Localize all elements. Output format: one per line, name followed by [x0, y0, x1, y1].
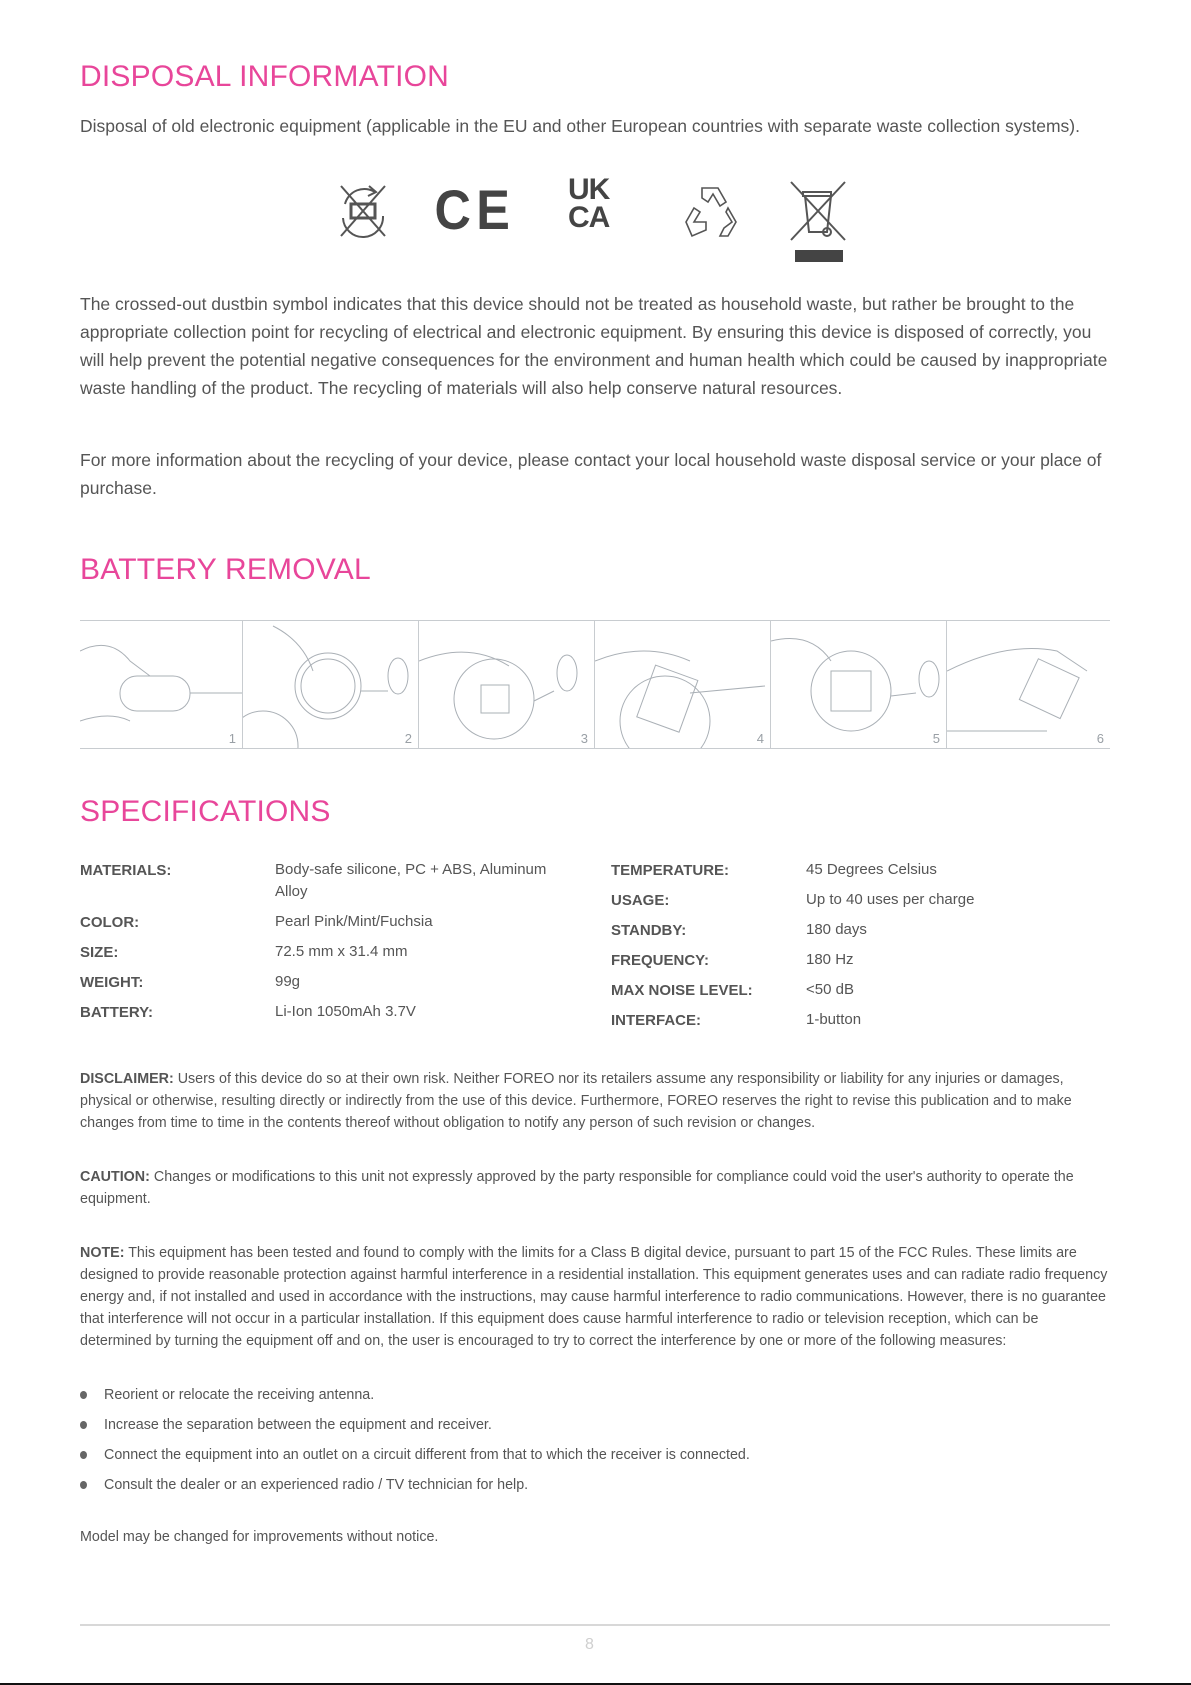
- spec-label: INTERFACE:: [611, 1012, 701, 1029]
- ukca-bottom-text: CA: [568, 201, 610, 234]
- bullet-icon: [80, 1421, 87, 1429]
- step-illustration-icon: [771, 621, 947, 748]
- step-illustration-icon: [243, 621, 419, 748]
- spec-label: STANDBY:: [611, 922, 687, 939]
- spec-value: Up to 40 uses per charge: [806, 891, 975, 908]
- battery-step-1: [80, 621, 243, 748]
- disposal-paragraph-2: For more information about the recycling of your device, please contact your local household waste disposal service or your place of purchase.: [80, 450, 1102, 498]
- compliance-icons: [335, 173, 855, 280]
- spec-label: TEMPERATURE:: [611, 862, 730, 879]
- recycle-icon: [680, 182, 740, 242]
- ce-mark-icon: CE: [434, 178, 516, 241]
- spec-label: FREQUENCY:: [611, 952, 710, 969]
- spec-value: Pearl Pink/Mint/Fuchsia: [275, 913, 433, 930]
- note-paragraph: [80, 1242, 1112, 1352]
- model-change-notice: Model may be changed for improvements without notice.: [80, 1529, 439, 1545]
- ukca-mark-icon: [568, 173, 610, 234]
- battery-step-5: [771, 621, 947, 748]
- step-number: 3: [580, 731, 588, 746]
- bullet-icon: [80, 1481, 87, 1489]
- interference-measures-list: [80, 1380, 750, 1500]
- spec-label: USAGE:: [611, 892, 670, 909]
- note-label: NOTE:: [80, 1245, 125, 1261]
- note-text: This equipment has been tested and found to comply with the limits for a Class B digital device, pursuant to part 15 of the FCC Rules. These limits are designed to provide reasonable protection against harmful interference in a residential installation. This equipment generates uses and can radiate radio frequency energy and, if not installed and used in accordance with the instructions, may cause harmful interference to radio communications. However, there is no guarantee that interference will not occur in a particular installation. If this equipment does cause harmful interference to radio or television reception, which can be determined by turning the equipment off and on, the user is encouraged to try to correct the interference by one or more of the following measures:: [80, 1245, 1108, 1349]
- list-item: [80, 1410, 750, 1440]
- bullet-icon: [80, 1451, 87, 1459]
- spec-value: 45 Degrees Celsius: [806, 861, 937, 878]
- battery-step-4: [595, 621, 771, 748]
- spec-label: WEIGHT:: [80, 974, 144, 991]
- caution-label: CAUTION:: [80, 1169, 150, 1185]
- list-item-text: Reorient or relocate the receiving antenna.: [104, 1387, 375, 1403]
- spec-value: Li-Ion 1050mAh 3.7V: [275, 1003, 416, 1020]
- caution-paragraph: [80, 1166, 1112, 1210]
- specifications-title: SPECIFICATIONS: [80, 795, 331, 828]
- spec-label: MATERIALS:: [80, 862, 172, 879]
- disposal-intro: Disposal of old electronic equipment (applicable in the EU and other European countries with separate waste collection systems).: [80, 116, 1080, 136]
- step-illustration-icon: [80, 621, 243, 748]
- step-illustration-icon: [419, 621, 595, 748]
- page-number: 8: [585, 1636, 594, 1653]
- step-number: 6: [1096, 731, 1104, 746]
- step-number: 2: [404, 731, 412, 746]
- disclaimer-label: DISCLAIMER:: [80, 1071, 174, 1087]
- disclaimer-paragraph: [80, 1068, 1112, 1134]
- spec-value: 99g: [275, 973, 301, 990]
- battery-step-2: [243, 621, 419, 748]
- spec-label: COLOR:: [80, 914, 140, 931]
- step-number: 5: [932, 731, 940, 746]
- battery-removal-steps: [80, 620, 1110, 749]
- ukca-top-text: UK: [568, 173, 610, 206]
- step-illustration-icon: [595, 621, 771, 748]
- spec-value: 180 days: [806, 921, 867, 938]
- bullet-icon: [80, 1391, 87, 1399]
- disclaimer-text: Users of this device do so at their own risk. Neither FOREO nor its retailers assume any responsibility or liability for any injuries or damages, physical or otherwise, resulting directly or indirectly from the use of this device. Furthermore, FOREO reserves the right to revise this publication and to make changes from time to time in the contents thereof without obligation to notify any person of such revision or changes.: [80, 1071, 1072, 1131]
- list-item-text: Consult the dealer or an experienced radio / TV technician for help.: [104, 1477, 529, 1493]
- spec-value: Body-safe silicone, PC + ABS, Aluminum Alloy: [275, 861, 547, 900]
- list-item: [80, 1380, 750, 1410]
- spec-value: 180 Hz: [806, 951, 854, 968]
- battery-removal-title: BATTERY REMOVAL: [80, 553, 371, 586]
- list-item-text: Connect the equipment into an outlet on a circuit different from that to which the receiver is connected.: [104, 1447, 750, 1463]
- crossed-out-bin-icon: [787, 180, 849, 272]
- list-item-text: Increase the separation between the equipment and receiver.: [104, 1417, 492, 1433]
- battery-step-6: [947, 621, 1110, 748]
- list-item: [80, 1470, 750, 1500]
- list-item: [80, 1440, 750, 1470]
- step-number: 1: [228, 731, 236, 746]
- caution-text: Changes or modifications to this unit not expressly approved by the party responsible for compliance could void the user's authority to operate the equipment.: [80, 1169, 1074, 1207]
- spec-value: <50 dB: [806, 981, 854, 998]
- spec-value: 72.5 mm x 31.4 mm: [275, 943, 408, 960]
- battery-step-3: [419, 621, 595, 748]
- disposal-title: DISPOSAL INFORMATION: [80, 60, 450, 93]
- step-number: 4: [756, 731, 764, 746]
- disposal-paragraph-1: The crossed-out dustbin symbol indicates that this device should not be treated as household waste, but rather be brought to the appropriate collection point for recycling of electrical and electronic equipment. By ensuring this device is disposed of correctly, you will help prevent the potential negative consequences for the environment and human health which could be caused by inappropriate waste handling of the product. The recycling of materials will also help conserve natural resources.: [80, 294, 1108, 398]
- spec-value: 1-button: [806, 1011, 862, 1028]
- spec-label: MAX NOISE LEVEL:: [611, 982, 753, 999]
- spec-label: SIZE:: [80, 944, 119, 961]
- step-illustration-icon: [947, 621, 1110, 748]
- footer-divider: [80, 1624, 1110, 1626]
- no-battery-disposal-icon: [335, 180, 391, 240]
- spec-label: BATTERY:: [80, 1004, 154, 1021]
